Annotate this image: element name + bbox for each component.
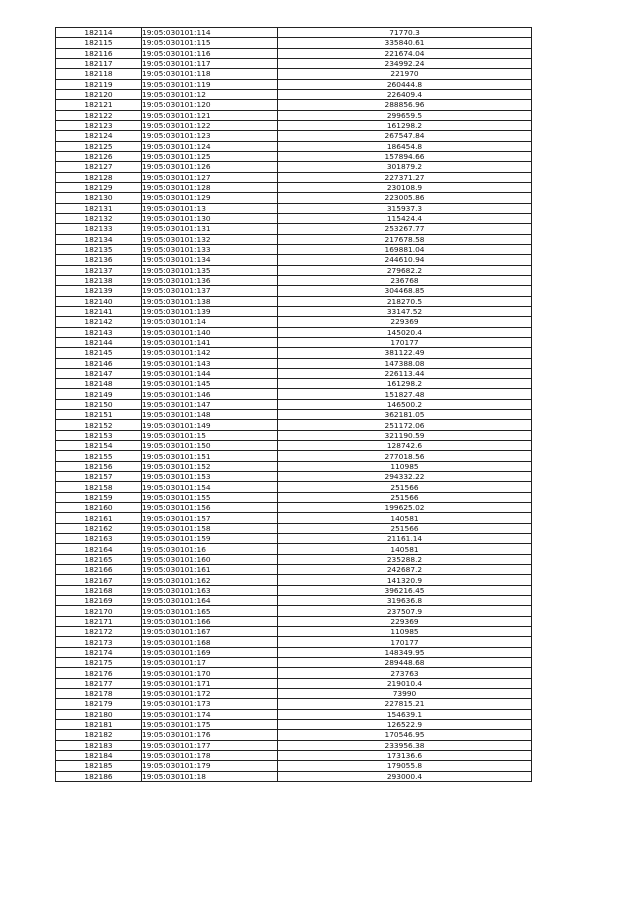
table-row — [56, 203, 532, 213]
table-row — [56, 627, 532, 637]
row-number-cell: 182132 — [56, 213, 142, 223]
value-cell: 277018.56 — [278, 451, 532, 461]
row-number-cell: 182145 — [56, 348, 142, 358]
value-cell: 260444.8 — [278, 79, 532, 89]
row-number-cell: 182154 — [56, 441, 142, 451]
table-row — [56, 244, 532, 254]
cadastral-number-cell: 19:05:030101:155 — [142, 492, 278, 502]
value-cell: 218270.5 — [278, 296, 532, 306]
cadastral-number-cell: 19:05:030101:171 — [142, 678, 278, 688]
table-row — [56, 678, 532, 688]
table-row — [56, 120, 532, 130]
cadastral-number-cell: 19:05:030101:169 — [142, 647, 278, 657]
cadastral-number-cell: 19:05:030101:132 — [142, 234, 278, 244]
row-number-cell: 182150 — [56, 399, 142, 409]
row-number-cell: 182139 — [56, 286, 142, 296]
table-row — [56, 719, 532, 729]
cadastral-number-cell: 19:05:030101:119 — [142, 79, 278, 89]
row-number-cell: 182156 — [56, 461, 142, 471]
cadastral-number-cell: 19:05:030101:137 — [142, 286, 278, 296]
row-number-cell: 182128 — [56, 172, 142, 182]
row-number-cell: 182149 — [56, 389, 142, 399]
table-row — [56, 224, 532, 234]
cadastral-number-cell: 19:05:030101:176 — [142, 730, 278, 740]
value-cell: 253267.77 — [278, 224, 532, 234]
table-row — [56, 565, 532, 575]
value-cell: 140581 — [278, 513, 532, 523]
row-number-cell: 182136 — [56, 255, 142, 265]
row-number-cell: 182152 — [56, 420, 142, 430]
table-row — [56, 213, 532, 223]
row-number-cell: 182143 — [56, 327, 142, 337]
table-row — [56, 172, 532, 182]
value-cell: 179055.8 — [278, 761, 532, 771]
row-number-cell: 182172 — [56, 627, 142, 637]
cadastral-number-cell: 19:05:030101:144 — [142, 368, 278, 378]
cadastral-number-cell: 19:05:030101:156 — [142, 503, 278, 513]
table-row — [56, 523, 532, 533]
value-cell: 161298.2 — [278, 379, 532, 389]
cadastral-number-cell: 19:05:030101:166 — [142, 616, 278, 626]
cadastral-number-cell: 19:05:030101:120 — [142, 100, 278, 110]
value-cell: 362181.05 — [278, 410, 532, 420]
row-number-cell: 182142 — [56, 317, 142, 327]
table-row — [56, 327, 532, 337]
value-cell: 221674.04 — [278, 48, 532, 58]
row-number-cell: 182176 — [56, 668, 142, 678]
value-cell: 151827.48 — [278, 389, 532, 399]
table-row — [56, 379, 532, 389]
cadastral-number-cell: 19:05:030101:125 — [142, 151, 278, 161]
value-cell: 319636.8 — [278, 596, 532, 606]
value-cell: 234992.24 — [278, 58, 532, 68]
table-row — [56, 585, 532, 595]
value-cell: 154639.1 — [278, 709, 532, 719]
table-row — [56, 110, 532, 120]
cadastral-number-cell: 19:05:030101:118 — [142, 69, 278, 79]
value-cell: 301879.2 — [278, 162, 532, 172]
row-number-cell: 182116 — [56, 48, 142, 58]
table-row — [56, 141, 532, 151]
table-row — [56, 28, 532, 38]
cadastral-number-cell: 19:05:030101:138 — [142, 296, 278, 306]
cadastral-number-cell: 19:05:030101:134 — [142, 255, 278, 265]
cadastral-number-cell: 19:05:030101:131 — [142, 224, 278, 234]
table-row — [56, 48, 532, 58]
row-number-cell: 182153 — [56, 430, 142, 440]
value-cell: 170177 — [278, 337, 532, 347]
table-row — [56, 472, 532, 482]
value-cell: 71770.3 — [278, 28, 532, 38]
row-number-cell: 182183 — [56, 740, 142, 750]
row-number-cell: 182181 — [56, 719, 142, 729]
value-cell: 170546.95 — [278, 730, 532, 740]
cadastral-number-cell: 19:05:030101:12 — [142, 89, 278, 99]
value-cell: 199625.02 — [278, 503, 532, 513]
value-cell: 237507.9 — [278, 606, 532, 616]
value-cell: 293000.4 — [278, 771, 532, 781]
value-cell: 242687.2 — [278, 565, 532, 575]
table-row — [56, 38, 532, 48]
row-number-cell: 182127 — [56, 162, 142, 172]
value-cell: 229369 — [278, 317, 532, 327]
table-row — [56, 389, 532, 399]
table-row — [56, 709, 532, 719]
row-number-cell: 182180 — [56, 709, 142, 719]
cadastral-number-cell: 19:05:030101:14 — [142, 317, 278, 327]
cadastral-number-cell: 19:05:030101:133 — [142, 244, 278, 254]
value-cell: 251566 — [278, 482, 532, 492]
value-cell: 147388.08 — [278, 358, 532, 368]
cadastral-number-cell: 19:05:030101:126 — [142, 162, 278, 172]
table-row — [56, 317, 532, 327]
row-number-cell: 182122 — [56, 110, 142, 120]
row-number-cell: 182137 — [56, 265, 142, 275]
table-row — [56, 534, 532, 544]
row-number-cell: 182162 — [56, 523, 142, 533]
row-number-cell: 182129 — [56, 182, 142, 192]
value-cell: 288856.96 — [278, 100, 532, 110]
cadastral-number-cell: 19:05:030101:128 — [142, 182, 278, 192]
table-row — [56, 689, 532, 699]
table-row — [56, 482, 532, 492]
cadastral-number-cell: 19:05:030101:123 — [142, 131, 278, 141]
value-cell: 73990 — [278, 689, 532, 699]
table-row — [56, 451, 532, 461]
table-row — [56, 182, 532, 192]
cadastral-number-cell: 19:05:030101:114 — [142, 28, 278, 38]
row-number-cell: 182115 — [56, 38, 142, 48]
cadastral-number-cell: 19:05:030101:142 — [142, 348, 278, 358]
table-row — [56, 441, 532, 451]
row-number-cell: 182184 — [56, 750, 142, 760]
table-row — [56, 647, 532, 657]
value-cell: 126522.9 — [278, 719, 532, 729]
cadastral-number-cell: 19:05:030101:116 — [142, 48, 278, 58]
cadastral-number-cell: 19:05:030101:13 — [142, 203, 278, 213]
row-number-cell: 182174 — [56, 647, 142, 657]
table-row — [56, 286, 532, 296]
row-number-cell: 182114 — [56, 28, 142, 38]
value-cell: 251566 — [278, 492, 532, 502]
table-row — [56, 348, 532, 358]
table-row — [56, 151, 532, 161]
value-cell: 146500.2 — [278, 399, 532, 409]
row-number-cell: 182168 — [56, 585, 142, 595]
value-cell: 110985 — [278, 627, 532, 637]
table-row — [56, 275, 532, 285]
value-cell: 251566 — [278, 523, 532, 533]
value-cell: 251172.06 — [278, 420, 532, 430]
cadastral-number-cell: 19:05:030101:117 — [142, 58, 278, 68]
table-row — [56, 234, 532, 244]
row-number-cell: 182151 — [56, 410, 142, 420]
cadastral-number-cell: 19:05:030101:15 — [142, 430, 278, 440]
cadastral-number-cell: 19:05:030101:16 — [142, 544, 278, 554]
table-row — [56, 58, 532, 68]
cadastral-number-cell: 19:05:030101:163 — [142, 585, 278, 595]
row-number-cell: 182179 — [56, 699, 142, 709]
cadastral-number-cell: 19:05:030101:174 — [142, 709, 278, 719]
value-cell: 233956.38 — [278, 740, 532, 750]
row-number-cell: 182148 — [56, 379, 142, 389]
row-number-cell: 182169 — [56, 596, 142, 606]
cadastral-number-cell: 19:05:030101:179 — [142, 761, 278, 771]
cadastral-number-cell: 19:05:030101:151 — [142, 451, 278, 461]
row-number-cell: 182135 — [56, 244, 142, 254]
row-number-cell: 182155 — [56, 451, 142, 461]
table-row — [56, 658, 532, 668]
value-cell: 221970 — [278, 69, 532, 79]
value-cell: 141320.9 — [278, 575, 532, 585]
row-number-cell: 182175 — [56, 658, 142, 668]
value-cell: 236768 — [278, 275, 532, 285]
cadastral-number-cell: 19:05:030101:17 — [142, 658, 278, 668]
cadastral-number-cell: 19:05:030101:161 — [142, 565, 278, 575]
value-cell: 140581 — [278, 544, 532, 554]
cadastral-value-table — [55, 27, 532, 782]
cadastral-number-cell: 19:05:030101:121 — [142, 110, 278, 120]
cadastral-number-cell: 19:05:030101:154 — [142, 482, 278, 492]
table-row — [56, 399, 532, 409]
table-row — [56, 265, 532, 275]
table-row — [56, 606, 532, 616]
value-cell: 148349.95 — [278, 647, 532, 657]
row-number-cell: 182161 — [56, 513, 142, 523]
row-number-cell: 182160 — [56, 503, 142, 513]
row-number-cell: 182133 — [56, 224, 142, 234]
value-cell: 229369 — [278, 616, 532, 626]
table-row — [56, 100, 532, 110]
table-row — [56, 554, 532, 564]
row-number-cell: 182144 — [56, 337, 142, 347]
row-number-cell: 182131 — [56, 203, 142, 213]
row-number-cell: 182141 — [56, 306, 142, 316]
value-cell: 227371.27 — [278, 172, 532, 182]
table-row — [56, 368, 532, 378]
table-row — [56, 575, 532, 585]
cadastral-number-cell: 19:05:030101:127 — [142, 172, 278, 182]
row-number-cell: 182146 — [56, 358, 142, 368]
row-number-cell: 182171 — [56, 616, 142, 626]
row-number-cell: 182177 — [56, 678, 142, 688]
table-row — [56, 668, 532, 678]
table-row — [56, 699, 532, 709]
table-row — [56, 255, 532, 265]
value-cell: 294332.22 — [278, 472, 532, 482]
table-row — [56, 637, 532, 647]
value-cell: 267547.84 — [278, 131, 532, 141]
value-cell: 219010.4 — [278, 678, 532, 688]
value-cell: 335840.61 — [278, 38, 532, 48]
value-cell: 223005.86 — [278, 193, 532, 203]
row-number-cell: 182125 — [56, 141, 142, 151]
value-cell: 110985 — [278, 461, 532, 471]
cadastral-number-cell: 19:05:030101:168 — [142, 637, 278, 647]
cadastral-number-cell: 19:05:030101:167 — [142, 627, 278, 637]
table-row — [56, 337, 532, 347]
cadastral-number-cell: 19:05:030101:172 — [142, 689, 278, 699]
value-cell: 299659.5 — [278, 110, 532, 120]
value-cell: 157894.66 — [278, 151, 532, 161]
row-number-cell: 182167 — [56, 575, 142, 585]
row-number-cell: 182119 — [56, 79, 142, 89]
table-row — [56, 131, 532, 141]
value-cell: 21161.14 — [278, 534, 532, 544]
table-row — [56, 730, 532, 740]
value-cell: 279682.2 — [278, 265, 532, 275]
cadastral-number-cell: 19:05:030101:141 — [142, 337, 278, 347]
cadastral-number-cell: 19:05:030101:152 — [142, 461, 278, 471]
table-row — [56, 420, 532, 430]
value-cell: 235288.2 — [278, 554, 532, 564]
table-row — [56, 740, 532, 750]
cadastral-number-cell: 19:05:030101:146 — [142, 389, 278, 399]
table-row — [56, 461, 532, 471]
row-number-cell: 182138 — [56, 275, 142, 285]
table-row — [56, 69, 532, 79]
table-row — [56, 296, 532, 306]
value-cell: 226409.4 — [278, 89, 532, 99]
cadastral-number-cell: 19:05:030101:170 — [142, 668, 278, 678]
table-row — [56, 358, 532, 368]
cadastral-number-cell: 19:05:030101:175 — [142, 719, 278, 729]
table-row — [56, 596, 532, 606]
cadastral-number-cell: 19:05:030101:160 — [142, 554, 278, 564]
value-cell: 161298.2 — [278, 120, 532, 130]
value-cell: 173136.6 — [278, 750, 532, 760]
value-cell: 186454.8 — [278, 141, 532, 151]
row-number-cell: 182158 — [56, 482, 142, 492]
cadastral-number-cell: 19:05:030101:145 — [142, 379, 278, 389]
row-number-cell: 182126 — [56, 151, 142, 161]
row-number-cell: 182185 — [56, 761, 142, 771]
value-cell: 115424.4 — [278, 213, 532, 223]
row-number-cell: 182173 — [56, 637, 142, 647]
value-cell: 33147.52 — [278, 306, 532, 316]
row-number-cell: 182130 — [56, 193, 142, 203]
cadastral-number-cell: 19:05:030101:150 — [142, 441, 278, 451]
row-number-cell: 182164 — [56, 544, 142, 554]
cadastral-number-cell: 19:05:030101:115 — [142, 38, 278, 48]
table-row — [56, 503, 532, 513]
cadastral-number-cell: 19:05:030101:162 — [142, 575, 278, 585]
row-number-cell: 182165 — [56, 554, 142, 564]
table-row — [56, 306, 532, 316]
row-number-cell: 182170 — [56, 606, 142, 616]
cadastral-number-cell: 19:05:030101:140 — [142, 327, 278, 337]
value-cell: 315937.3 — [278, 203, 532, 213]
value-cell: 128742.6 — [278, 441, 532, 451]
row-number-cell: 182157 — [56, 472, 142, 482]
value-cell: 145020.4 — [278, 327, 532, 337]
row-number-cell: 182178 — [56, 689, 142, 699]
table-row — [56, 750, 532, 760]
value-cell: 227815.21 — [278, 699, 532, 709]
value-cell: 169881.04 — [278, 244, 532, 254]
cadastral-number-cell: 19:05:030101:158 — [142, 523, 278, 533]
cadastral-number-cell: 19:05:030101:178 — [142, 750, 278, 760]
cadastral-number-cell: 19:05:030101:135 — [142, 265, 278, 275]
table-row — [56, 616, 532, 626]
cadastral-number-cell: 19:05:030101:149 — [142, 420, 278, 430]
table-row — [56, 79, 532, 89]
table-row — [56, 162, 532, 172]
row-number-cell: 182159 — [56, 492, 142, 502]
row-number-cell: 182120 — [56, 89, 142, 99]
value-cell: 170177 — [278, 637, 532, 647]
cadastral-number-cell: 19:05:030101:130 — [142, 213, 278, 223]
cadastral-number-cell: 19:05:030101:143 — [142, 358, 278, 368]
cadastral-number-cell: 19:05:030101:18 — [142, 771, 278, 781]
cadastral-number-cell: 19:05:030101:159 — [142, 534, 278, 544]
value-cell: 226113.44 — [278, 368, 532, 378]
value-cell: 396216.45 — [278, 585, 532, 595]
value-cell: 273763 — [278, 668, 532, 678]
cadastral-number-cell: 19:05:030101:136 — [142, 275, 278, 285]
row-number-cell: 182117 — [56, 58, 142, 68]
cadastral-number-cell: 19:05:030101:139 — [142, 306, 278, 316]
cadastral-number-cell: 19:05:030101:173 — [142, 699, 278, 709]
cadastral-number-cell: 19:05:030101:124 — [142, 141, 278, 151]
cadastral-number-cell: 19:05:030101:164 — [142, 596, 278, 606]
row-number-cell: 182140 — [56, 296, 142, 306]
table-row — [56, 544, 532, 554]
row-number-cell: 182134 — [56, 234, 142, 244]
row-number-cell: 182163 — [56, 534, 142, 544]
table-body — [56, 28, 532, 782]
row-number-cell: 182118 — [56, 69, 142, 79]
value-cell: 381122.49 — [278, 348, 532, 358]
table-row — [56, 430, 532, 440]
cadastral-number-cell: 19:05:030101:165 — [142, 606, 278, 616]
value-cell: 304468.85 — [278, 286, 532, 296]
row-number-cell: 182124 — [56, 131, 142, 141]
table-row — [56, 89, 532, 99]
row-number-cell: 182123 — [56, 120, 142, 130]
cadastral-number-cell: 19:05:030101:122 — [142, 120, 278, 130]
cadastral-number-cell: 19:05:030101:148 — [142, 410, 278, 420]
cadastral-number-cell: 19:05:030101:157 — [142, 513, 278, 523]
value-cell: 321190.59 — [278, 430, 532, 440]
value-cell: 217678.58 — [278, 234, 532, 244]
table-row — [56, 410, 532, 420]
table-row — [56, 513, 532, 523]
table-row — [56, 761, 532, 771]
cadastral-number-cell: 19:05:030101:153 — [142, 472, 278, 482]
row-number-cell: 182121 — [56, 100, 142, 110]
row-number-cell: 182186 — [56, 771, 142, 781]
table-row — [56, 492, 532, 502]
table-row — [56, 771, 532, 781]
value-cell: 230108.9 — [278, 182, 532, 192]
row-number-cell: 182147 — [56, 368, 142, 378]
value-cell: 244610.94 — [278, 255, 532, 265]
cadastral-number-cell: 19:05:030101:177 — [142, 740, 278, 750]
cadastral-number-cell: 19:05:030101:147 — [142, 399, 278, 409]
value-cell: 289448.68 — [278, 658, 532, 668]
row-number-cell: 182182 — [56, 730, 142, 740]
cadastral-number-cell: 19:05:030101:129 — [142, 193, 278, 203]
row-number-cell: 182166 — [56, 565, 142, 575]
table-row — [56, 193, 532, 203]
